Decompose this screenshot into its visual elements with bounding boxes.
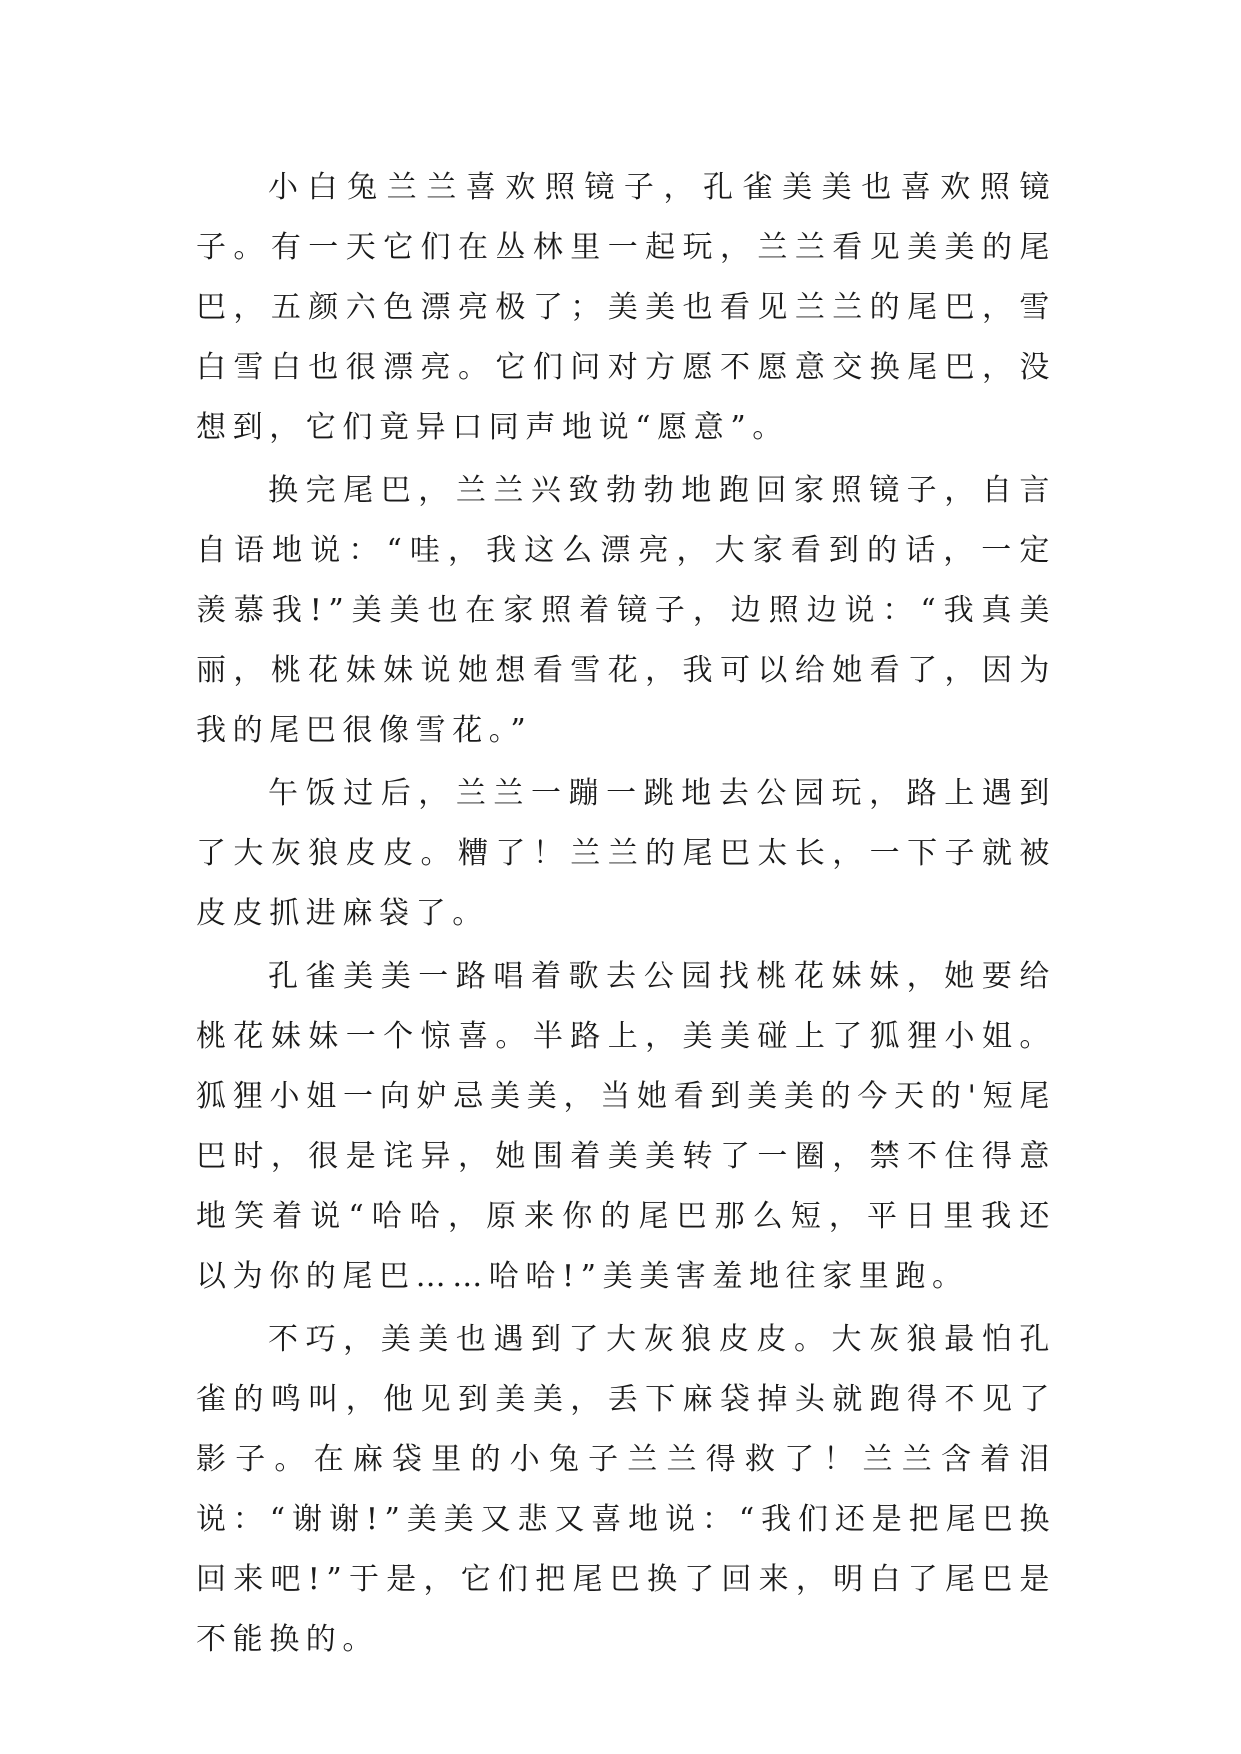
paragraph-3: 午饭过后，兰兰一蹦一跳地去公园玩，路上遇到了大灰狼皮皮。糟了！兰兰的尾巴太长，一下子就被皮皮抓进麻袋了。 — [196, 776, 1056, 931]
story-text — [196, 158, 1056, 1673]
paragraph-5: 不巧，美美也遇到了大灰狼皮皮。大灰狼最怕孔雀的鸣叫，他见到美美，丢下麻袋掉头就跑得不见了影子。在麻袋里的小兔子兰兰得救了！兰兰含着泪说：“谢谢!”美美又悲又喜地说：“我们还是把尾巴换回来吧!”于是，它们把尾巴换了回来，明白了尾巴是不能换的。 — [196, 1322, 1056, 1657]
paragraph-2: 换完尾巴，兰兰兴致勃勃地跑回家照镜子，自言自语地说：“哇，我这么漂亮，大家看到的话，一定羡慕我!”美美也在家照着镜子，边照边说：“我真美丽，桃花妹妹说她想看雪花，我可以给她看了，因为我的尾巴很像雪花。” — [196, 473, 1056, 748]
paragraph-4: 孔雀美美一路唱着歌去公园找桃花妹妹，她要给桃花妹妹一个惊喜。半路上，美美碰上了狐狸小姐。狐狸小姐一向妒忌美美，当她看到美美的今天的'短尾巴时，很是诧异，她围着美美转了一圈，禁不住得意地笑着说“哈哈，原来你的尾巴那么短，平日里我还以为你的尾巴……哈哈!”美美害羞地往家里跑。 — [196, 959, 1056, 1294]
paragraph-1: 小白兔兰兰喜欢照镜子，孔雀美美也喜欢照镜子。有一天它们在丛林里一起玩，兰兰看见美美的尾巴，五颜六色漂亮极了；美美也看见兰兰的尾巴，雪白雪白也很漂亮。它们问对方愿不愿意交换尾巴，没想到，它们竟异口同声地说“愿意”。 — [196, 170, 1056, 445]
